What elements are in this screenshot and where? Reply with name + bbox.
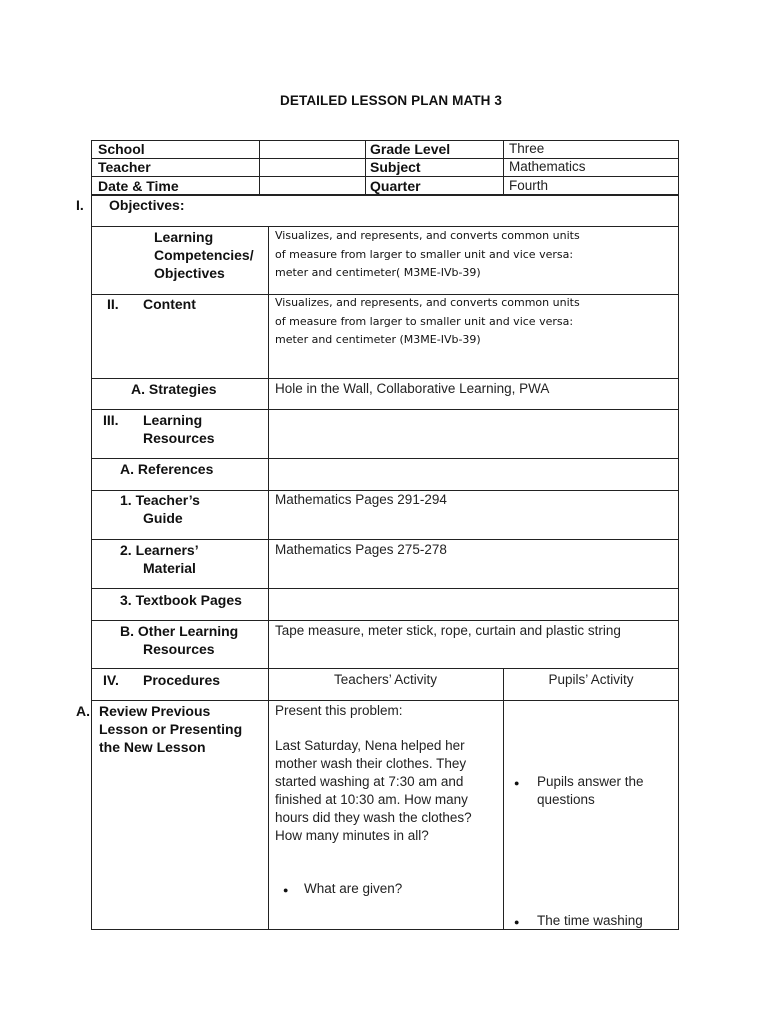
teachers-guide-value: Mathematics Pages 291-294 <box>275 492 447 507</box>
quarter-label: Quarter <box>370 178 421 194</box>
school-label: School <box>98 141 145 157</box>
competencies-text: Visualizes, and represents, and converts common units of measure from larger to smaller unit and vice versa: meter and centimeter( M3ME-IVb-39) <box>275 229 580 279</box>
subject-value: Mathematics <box>509 159 586 174</box>
strategies-value: Hole in the Wall, Collaborative Learning, PWA <box>275 381 550 396</box>
teacher-label: Teacher <box>98 159 151 175</box>
resources-number: III. <box>103 412 119 428</box>
content-number: II. <box>107 296 119 312</box>
objectives-number: I. <box>76 197 84 213</box>
quarter-value: Fourth <box>509 178 549 193</box>
subject-label: Subject <box>370 159 421 175</box>
pupils-activity-header: Pupils’ Activity <box>548 672 634 687</box>
review-intro: Present this problem: <box>275 703 403 718</box>
bullet-icon: ● <box>283 885 289 895</box>
references-label: A. References <box>120 461 214 477</box>
teachers-guide-label: 1. Teacher’s Guide <box>120 492 200 526</box>
page-title: DETAILED LESSON PLAN MATH 3 <box>280 93 502 108</box>
review-label: Review Previous Lesson or Presenting the New Lesson <box>99 703 243 755</box>
grade-level-label: Grade Level <box>370 141 451 157</box>
textbook-pages-label: 3. Textbook Pages <box>120 592 242 608</box>
bullet-icon: ● <box>514 917 520 927</box>
competencies-label: Learning Competencies/ Objectives <box>154 229 254 281</box>
procedures-number: IV. <box>103 672 119 688</box>
strategies-label: A. Strategies <box>131 381 217 397</box>
resources-heading: Learning Resources <box>143 412 215 446</box>
review-letter: A. <box>76 703 90 719</box>
procedures-heading: Procedures <box>143 672 221 688</box>
objectives-heading: Objectives: <box>109 197 185 213</box>
learners-material-value: Mathematics Pages 275-278 <box>275 542 447 557</box>
review-problem: Last Saturday, Nena helped her mother wash their clothes. They started washing at 7:30 am and finished at 10:30 am. How many hours did they wash the clothes? How many minutes in all? <box>275 738 472 843</box>
content-heading: Content <box>143 296 196 312</box>
pupils-answer: Pupils answer the questions <box>537 774 644 807</box>
grade-level-value: Three <box>509 141 545 156</box>
pupils-time-washing: The time washing <box>537 913 643 928</box>
teachers-activity-header: Teachers’ Activity <box>333 672 438 687</box>
bullet-icon: ● <box>514 778 520 788</box>
review-question: What are given? <box>304 881 403 896</box>
datetime-label: Date & Time <box>98 178 179 194</box>
learners-material-label: 2. Learners’ Material <box>120 542 199 576</box>
other-resources-label: B. Other Learning Resources <box>120 623 239 657</box>
content-text: Visualizes, and represents, and converts common units of measure from larger to smaller unit and vice versa: meter and centimeter (M3ME-IVb-39) <box>275 296 580 346</box>
other-resources-value: Tape measure, meter stick, rope, curtain and plastic string <box>275 623 621 638</box>
